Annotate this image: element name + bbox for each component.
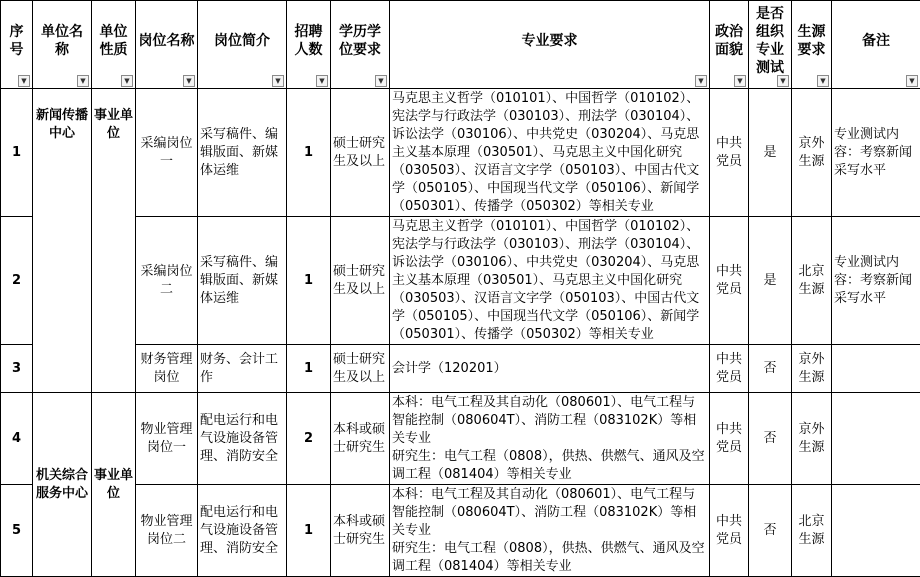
major-req: 本科：电气工程及其自动化（080601）、电气工程与智能控制（080604T）、消防工程（083102K）等相关专业 研究生：电气工程（0808），供热、供燃气、通风及空调工程（081404）等相关专业 — [390, 393, 710, 485]
unit-nature: 事业单位 — [92, 89, 136, 393]
post-name: 物业管理岗位二 — [136, 485, 198, 577]
remark — [832, 393, 920, 485]
test-flag: 否 — [749, 393, 792, 485]
remark: 专业测试内容：考察新闻采写水平 — [832, 217, 920, 345]
header-cell: 岗位名称 ▼ — [136, 1, 198, 89]
row-number: 2 — [1, 217, 33, 345]
header-cell: 备注 ▼ — [832, 1, 920, 89]
dropdown-arrow-icon[interactable]: ▼ — [734, 75, 746, 87]
politics: 中共党员 — [710, 217, 749, 345]
dropdown-arrow-icon[interactable]: ▼ — [18, 75, 30, 87]
degree-req: 本科或硕士研究生 — [331, 393, 390, 485]
header-cell: 招聘人数 ▼ — [287, 1, 331, 89]
politics: 中共党员 — [710, 393, 749, 485]
remark — [832, 485, 920, 577]
dropdown-arrow-icon[interactable]: ▼ — [183, 75, 195, 87]
row-number: 3 — [1, 345, 33, 393]
dropdown-arrow-icon[interactable]: ▼ — [272, 75, 284, 87]
header-cell: 是否组织专业测试 ▼ — [749, 1, 792, 89]
header-cell: 单位性质 ▼ — [92, 1, 136, 89]
major-req: 马克思主义哲学（010101）、中国哲学（010102）、宪法学与行政法学（030103）、刑法学（030104）、诉讼法学（030106）、中共党史（030204）、马克思主义基本原理（030501）、马克思主义中国化研究（030503）、汉语言文字学（050103）、中国古代文学（050105）、中国现当代文学（050106）、新闻学（050301）、传播学（050302）等相关专业 — [390, 217, 710, 345]
source-req: 北京生源 — [792, 485, 832, 577]
politics: 中共党员 — [710, 345, 749, 393]
source-req: 京外生源 — [792, 345, 832, 393]
header-cell: 单位名称 ▼ — [33, 1, 92, 89]
hire-count: 1 — [287, 485, 331, 577]
hire-count: 1 — [287, 217, 331, 345]
row-number: 1 — [1, 89, 33, 217]
dropdown-arrow-icon[interactable]: ▼ — [777, 75, 789, 87]
major-req: 本科：电气工程及其自动化（080601）、电气工程与智能控制（080604T）、消防工程（083102K）等相关专业 研究生：电气工程（0808），供热、供燃气、通风及空调工程（081404）等相关专业 — [390, 485, 710, 577]
unit-name: 新闻传播中心 — [33, 89, 92, 393]
remark — [832, 345, 920, 393]
source-req: 京外生源 — [792, 89, 832, 217]
test-flag: 否 — [749, 485, 792, 577]
table-row — [1, 217, 920, 345]
dropdown-arrow-icon[interactable]: ▼ — [906, 75, 918, 87]
post-name: 采编岗位一 — [136, 89, 198, 217]
dropdown-arrow-icon[interactable]: ▼ — [121, 75, 133, 87]
post-intro: 配电运行和电气设施设备管理、消防安全 — [198, 485, 287, 577]
source-req: 北京生源 — [792, 217, 832, 345]
dropdown-arrow-icon[interactable]: ▼ — [817, 75, 829, 87]
post-name: 采编岗位二 — [136, 217, 198, 345]
source-req: 京外生源 — [792, 393, 832, 485]
unit-nature: 事业单位 — [92, 393, 136, 577]
major-req: 马克思主义哲学（010101）、中国哲学（010102）、宪法学与行政法学（030103）、刑法学（030104）、诉讼法学（030106）、中共党史（030204）、马克思主义基本原理（030501）、马克思主义中国化研究（030503）、汉语言文字学（050103）、中国古代文学（050105）、中国现当代文学（050106）、新闻学（050301）、传播学（050302）等相关专业 — [390, 89, 710, 217]
header-row — [1, 1, 920, 89]
dropdown-arrow-icon[interactable]: ▼ — [77, 75, 89, 87]
post-intro: 采写稿件、编辑版面、新媒体运维 — [198, 217, 287, 345]
degree-req: 本科或硕士研究生 — [331, 485, 390, 577]
post-name: 物业管理岗位一 — [136, 393, 198, 485]
header-cell: 生源要求 ▼ — [792, 1, 832, 89]
degree-req: 硕士研究生及以上 — [331, 345, 390, 393]
post-name: 财务管理岗位 — [136, 345, 198, 393]
row-number: 4 — [1, 393, 33, 485]
header-cell: 专业要求 ▼ — [390, 1, 710, 89]
table-row — [1, 485, 920, 577]
hire-count: 1 — [287, 345, 331, 393]
hire-count: 2 — [287, 393, 331, 485]
politics: 中共党员 — [710, 485, 749, 577]
header-cell: 学历学位要求 ▼ — [331, 1, 390, 89]
dropdown-arrow-icon[interactable]: ▼ — [375, 75, 387, 87]
major-req: 会计学（120201） — [390, 345, 710, 393]
hire-count: 1 — [287, 89, 331, 217]
degree-req: 硕士研究生及以上 — [331, 89, 390, 217]
politics: 中共党员 — [710, 89, 749, 217]
test-flag: 否 — [749, 345, 792, 393]
table-row — [1, 89, 920, 217]
degree-req: 硕士研究生及以上 — [331, 217, 390, 345]
post-intro: 配电运行和电气设施设备管理、消防安全 — [198, 393, 287, 485]
test-flag: 是 — [749, 217, 792, 345]
post-intro: 财务、会计工作 — [198, 345, 287, 393]
unit-name: 机关综合服务中心 — [33, 393, 92, 577]
dropdown-arrow-icon[interactable]: ▼ — [316, 75, 328, 87]
dropdown-arrow-icon[interactable]: ▼ — [695, 75, 707, 87]
table-row — [1, 393, 920, 485]
header-cell: 序号 ▼ — [1, 1, 33, 89]
table-row — [1, 345, 920, 393]
header-cell: 岗位简介 ▼ — [198, 1, 287, 89]
header-cell: 政治面貌 ▼ — [710, 1, 749, 89]
post-intro: 采写稿件、编辑版面、新媒体运维 — [198, 89, 287, 217]
remark: 专业测试内容：考察新闻采写水平 — [832, 89, 920, 217]
test-flag: 是 — [749, 89, 792, 217]
row-number: 5 — [1, 485, 33, 577]
